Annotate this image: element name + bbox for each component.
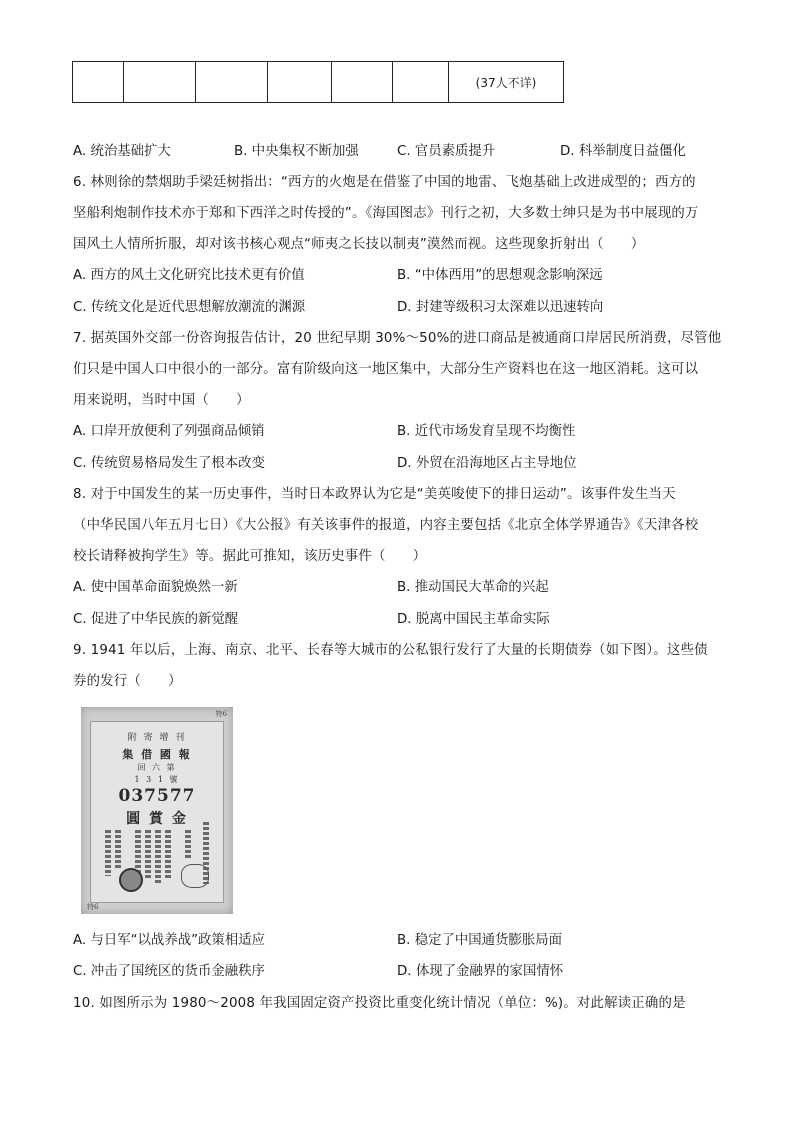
bond-stamp <box>181 864 209 888</box>
bond-issue: 回 六 第 <box>137 763 177 772</box>
table-cell <box>73 62 124 103</box>
q6-option-d: D. 封建等级积习太深难以迅速转向 <box>397 300 604 315</box>
q8-option-a: A. 使中国革命面貌焕然一新 <box>73 580 238 595</box>
bond-text-column <box>145 830 151 880</box>
bond-corner-label: 特6 <box>87 903 99 911</box>
q7-stem-line: 用来说明，当时中国（ ） <box>73 393 250 408</box>
q7-option-b: B. 近代市场发育呈现不均衡性 <box>397 424 576 439</box>
bond-amount-title: 圓 賞 金 <box>126 811 188 827</box>
q8-option-d: D. 脱离中国民主革命实际 <box>397 612 550 627</box>
table-cell <box>196 62 268 103</box>
q5-option-c: C. 官员素质提升 <box>397 144 496 159</box>
q7-stem-line: 们只是中国人口中很小的一部分。富有阶级向这一地区集中，大部分生产资料也在这一地区消耗。这可以 <box>73 362 699 377</box>
q5-option-a: A. 统治基础扩大 <box>73 144 171 159</box>
q7-stem-line: 7. 据英国外交部一份咨询报告估计，20 世纪早期 30%～50%的进口商品是被通商口岸居民所消费，尽管他 <box>73 331 722 346</box>
q6-stem-line: 国风土人情所折服，却对该书核心观点“师夷之长技以制夷”漠然而视。这些现象折射出（ ） <box>73 237 645 252</box>
q8-option-b: B. 推动国民大革命的兴起 <box>397 580 549 595</box>
bond-text-column <box>165 830 171 878</box>
bond-serial-number: 037577 <box>118 786 196 806</box>
q5-option-b: B. 中央集权不断加强 <box>234 144 359 159</box>
q6-stem-line: 坚船利炮制作技术亦于郑和下西洋之时传授的”。《海国图志》刊行之初，大多数士绅只是为书中展现的万 <box>73 206 699 221</box>
bond-text-column <box>105 830 111 876</box>
q9-option-a: A. 与日军“以战养战”政策相适应 <box>73 933 265 948</box>
q7-option-d: D. 外贸在沿海地区占主导地位 <box>397 456 577 471</box>
q5-option-d: D. 科举制度日益僵化 <box>560 144 686 159</box>
bond-text-column <box>185 830 191 860</box>
q8-stem-line: 校长请释被拘学生》等。据此可推知，该历史事件（ ） <box>73 549 427 564</box>
q9-stem-line: 券的发行（ ） <box>73 674 182 689</box>
bond-face <box>90 721 224 903</box>
bond-header: 附 寄 增 刊 <box>127 733 187 743</box>
q9-option-b: B. 稳定了中国通货膨胀局面 <box>397 933 562 948</box>
q8-stem-line: 8. 对于中国发生的某一历史事件，当时日本政界认为它是“美英唆使下的排日运动”。该事件发生当天 <box>73 487 676 502</box>
bond-corner-label: 特6 <box>215 710 227 718</box>
table-fragment <box>72 61 564 103</box>
table-cell <box>393 62 449 103</box>
bond-image <box>81 707 233 914</box>
q6-option-b: B. “中体西用”的思想观念影响深远 <box>397 268 603 283</box>
table-row <box>73 62 564 103</box>
q6-stem-line: 6. 林则徐的禁烟助手梁廷树指出：“西方的火炮是在借鉴了中国的地雷、飞炮基础上改进成型的；西方的 <box>73 175 696 190</box>
q6-option-c: C. 传统文化是近代思想解放潮流的渊源 <box>73 300 306 315</box>
bond-series: 1 3 1 號 <box>134 775 180 784</box>
q7-option-c: C. 传统贸易格局发生了根本改变 <box>73 456 265 471</box>
q10-stem-line: 10. 如图所示为 1980～2008 年我国固定资产投资比重变化统计情况（单位：%)。对此解读正确的是 <box>73 996 686 1011</box>
q8-option-c: C. 促进了中华民族的新觉醒 <box>73 612 239 627</box>
bond-title: 集 借 國 報 <box>122 748 192 761</box>
q9-option-c: C. 冲击了国统区的货币金融秩序 <box>73 964 265 979</box>
bond-seal <box>119 868 143 892</box>
table-cell-note: (37人不详) <box>449 62 564 103</box>
q8-stem-line: （中华民国八年五月七日）《大公报》有关该事件的报道，内容主要包括《北京全体学界通告》《天津各校 <box>73 518 699 533</box>
bond-text-column <box>155 830 161 884</box>
table-cell <box>332 62 393 103</box>
table-cell <box>268 62 332 103</box>
q6-option-a: A. 西方的风土文化研究比技术更有价值 <box>73 268 305 283</box>
bond-text-column <box>115 830 121 870</box>
table-cell <box>124 62 196 103</box>
q7-option-a: A. 口岸开放便利了列强商品倾销 <box>73 424 265 439</box>
q9-stem-line: 9. 1941 年以后，上海、南京、北平、长春等大城市的公私银行发行了大量的长期债券（如下图）。这些债 <box>73 643 708 658</box>
q9-option-d: D. 体现了金融界的家国情怀 <box>397 964 564 979</box>
